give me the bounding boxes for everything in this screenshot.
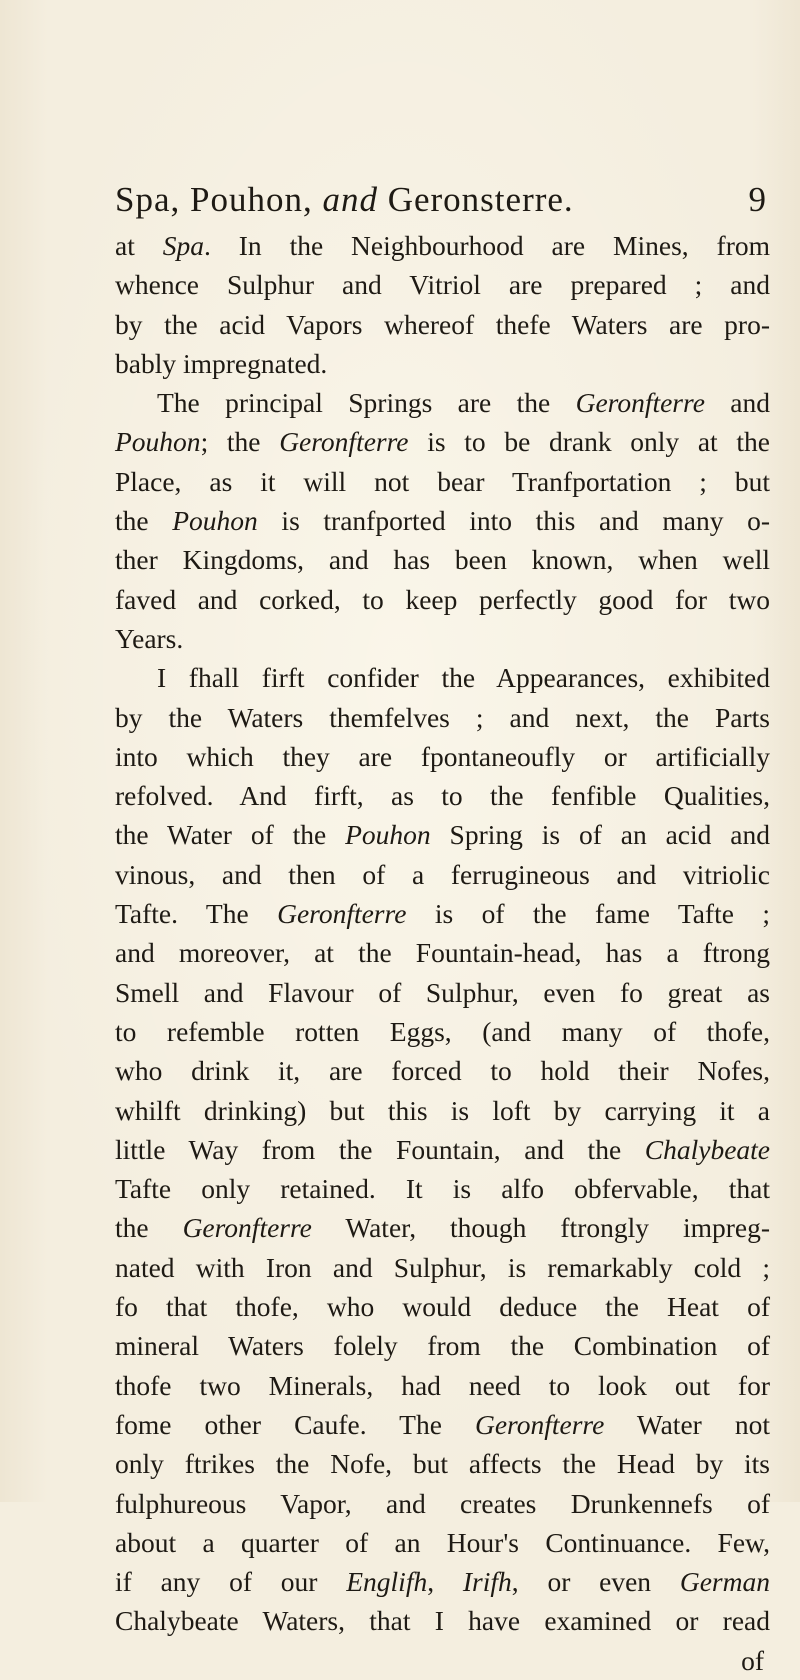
text-line: thofe two Minerals, had need to look out for — [115, 1369, 770, 1401]
text-line: the Geronfterre Water, though ftrongly impreg- — [115, 1212, 770, 1244]
text-line: the Water of the Pouhon Spring is of an acid and — [115, 819, 770, 851]
text-line: bably impregnated. — [115, 347, 328, 379]
text-line: about a quarter of an Hour's Continuance. Few, — [115, 1526, 770, 1558]
text-line: and moreover, at the Fountain-head, has a ftrong — [115, 937, 770, 969]
text-line: who drink it, are forced to hold their Nofes, — [115, 1055, 770, 1087]
text-line: Tafte only retained. It is alfo obfervable, that — [115, 1173, 770, 1205]
page-number: 9 — [748, 180, 767, 219]
text-line: only ftrikes the Nofe, but affects the Head by its — [115, 1448, 770, 1480]
title-part-2: Geronsterre. — [377, 180, 574, 219]
text-line: Smell and Flavour of Sulphur, even fo great as — [115, 976, 770, 1008]
title-and: and — [322, 180, 378, 219]
text-line: at Spa. In the Neighbourhood are Mines, from — [115, 230, 770, 261]
text-line: fulphureous Vapor, and creates Drunkennefs of — [115, 1487, 770, 1519]
title-part-1: Spa, Pouhon, — [115, 180, 323, 219]
text-line: I fhall firft confider the Appearances, exhibited — [157, 662, 770, 694]
running-title — [115, 180, 574, 220]
text-line: by the acid Vapors whereof thefe Waters are pro- — [115, 308, 770, 340]
text-line: Tafte. The Geronfterre is of the fame Tafte ; — [115, 898, 770, 930]
text-line: Pouhon; the Geronfterre is to be drank only at the — [115, 426, 770, 458]
text-line: faved and corked, to keep perfectly good for two — [115, 583, 770, 615]
text-line: whence Sulphur and Vitriol are prepared ; and — [115, 269, 770, 301]
text-line: little Way from the Fountain, and the Chalybeate — [115, 1133, 770, 1165]
text-line: The principal Springs are the Geronfterre and — [157, 387, 770, 419]
text-line: to refemble rotten Eggs, (and many of thofe, — [115, 1015, 770, 1047]
text-line: the Pouhon is tranfported into this and many o- — [115, 505, 770, 537]
text-line: refolved. And firft, as to the fenfible Qualities, — [115, 780, 770, 812]
page-body-text — [115, 226, 770, 1680]
text-line: Chalybeate Waters, that I have examined or read — [115, 1605, 770, 1637]
text-line: fo that thofe, who would deduce the Heat of — [115, 1291, 770, 1323]
catchword: of — [741, 1644, 764, 1676]
text-line: nated with Iron and Sulphur, is remarkably cold ; — [115, 1251, 770, 1283]
text-line: Years. — [115, 622, 184, 654]
text-line: by the Waters themfelves ; and next, the Parts — [115, 701, 770, 733]
text-line: ther Kingdoms, and has been known, when well — [115, 544, 770, 576]
text-line: fome other Caufe. The Geronfterre Water not — [115, 1408, 770, 1440]
text-line: Place, as it will not bear Tranfportation ; but — [115, 465, 770, 497]
text-line: vinous, and then of a ferrugineous and vitriolic — [115, 858, 770, 890]
text-line: mineral Waters folely from the Combination of — [115, 1330, 770, 1362]
text-line: into which they are fpontaneoufly or artificially — [115, 740, 770, 772]
running-header — [115, 180, 767, 224]
text-line: whilft drinking) but this is loft by carrying it a — [115, 1094, 770, 1126]
text-line: if any of our Englifh, Irifh, or even German — [115, 1566, 770, 1598]
